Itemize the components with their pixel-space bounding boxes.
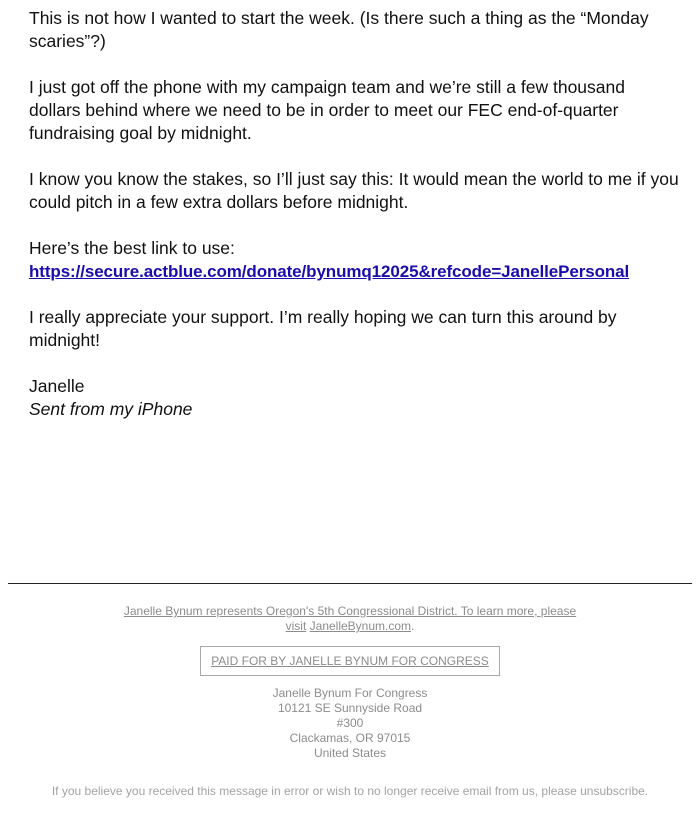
email-paragraph-opening: This is not how I wanted to start the week. (Is there such a thing as the “Monday scaries”?)	[29, 8, 649, 51]
email-body	[29, 7, 679, 444]
unsubscribe-notice[interactable]: If you believe you received this message in error or wish to no longer receive email from us, please unsubscribe.	[51, 784, 649, 798]
address-city-state-zip: Clackamas, OR 97015	[289, 731, 411, 745]
signature-name: Janelle	[29, 376, 85, 396]
email-footer	[0, 604, 700, 799]
website-link-suffix: .	[411, 619, 415, 633]
representation-note	[115, 604, 585, 634]
address-org: Janelle Bynum For Congress	[272, 686, 428, 700]
email-paragraph-campaign-update: I just got off the phone with my campaign team and we’re still a few thousand dollars behind where we need to be in order to meet our FEC end-of-quarter fundraising goal by midnight.	[29, 77, 625, 143]
donate-link[interactable]: https://secure.actblue.com/donate/bynumq12025&refcode=JanellePersonal	[29, 262, 630, 281]
signature	[29, 375, 679, 421]
footer-divider	[8, 583, 692, 584]
representation-note-text[interactable]: Janelle Bynum represents Oregon's 5th Congressional District. To learn more, please visit	[123, 604, 577, 633]
address-street: 10121 SE Sunnyside Road	[277, 701, 423, 715]
email-paragraph-thanks: I really appreciate your support. I’m really hoping we can turn this around by midnight!	[29, 307, 617, 350]
email-paragraph-link	[29, 237, 679, 283]
link-intro-text: Here’s the best link to use:	[29, 238, 235, 258]
address-country: United States	[313, 746, 387, 760]
paid-for-disclaimer[interactable]: PAID FOR BY JANELLE BYNUM FOR CONGRESS	[200, 646, 500, 676]
mailing-address	[0, 686, 700, 761]
signature-sent-from: Sent from my iPhone	[29, 399, 193, 419]
website-link[interactable]: JanelleBynum.com	[309, 619, 412, 633]
address-suite: #300	[336, 716, 364, 730]
email-paragraph-ask: I know you know the stakes, so I’ll just say this: It would mean the world to me if you could pitch in a few extra dollars before midnight.	[29, 169, 679, 212]
